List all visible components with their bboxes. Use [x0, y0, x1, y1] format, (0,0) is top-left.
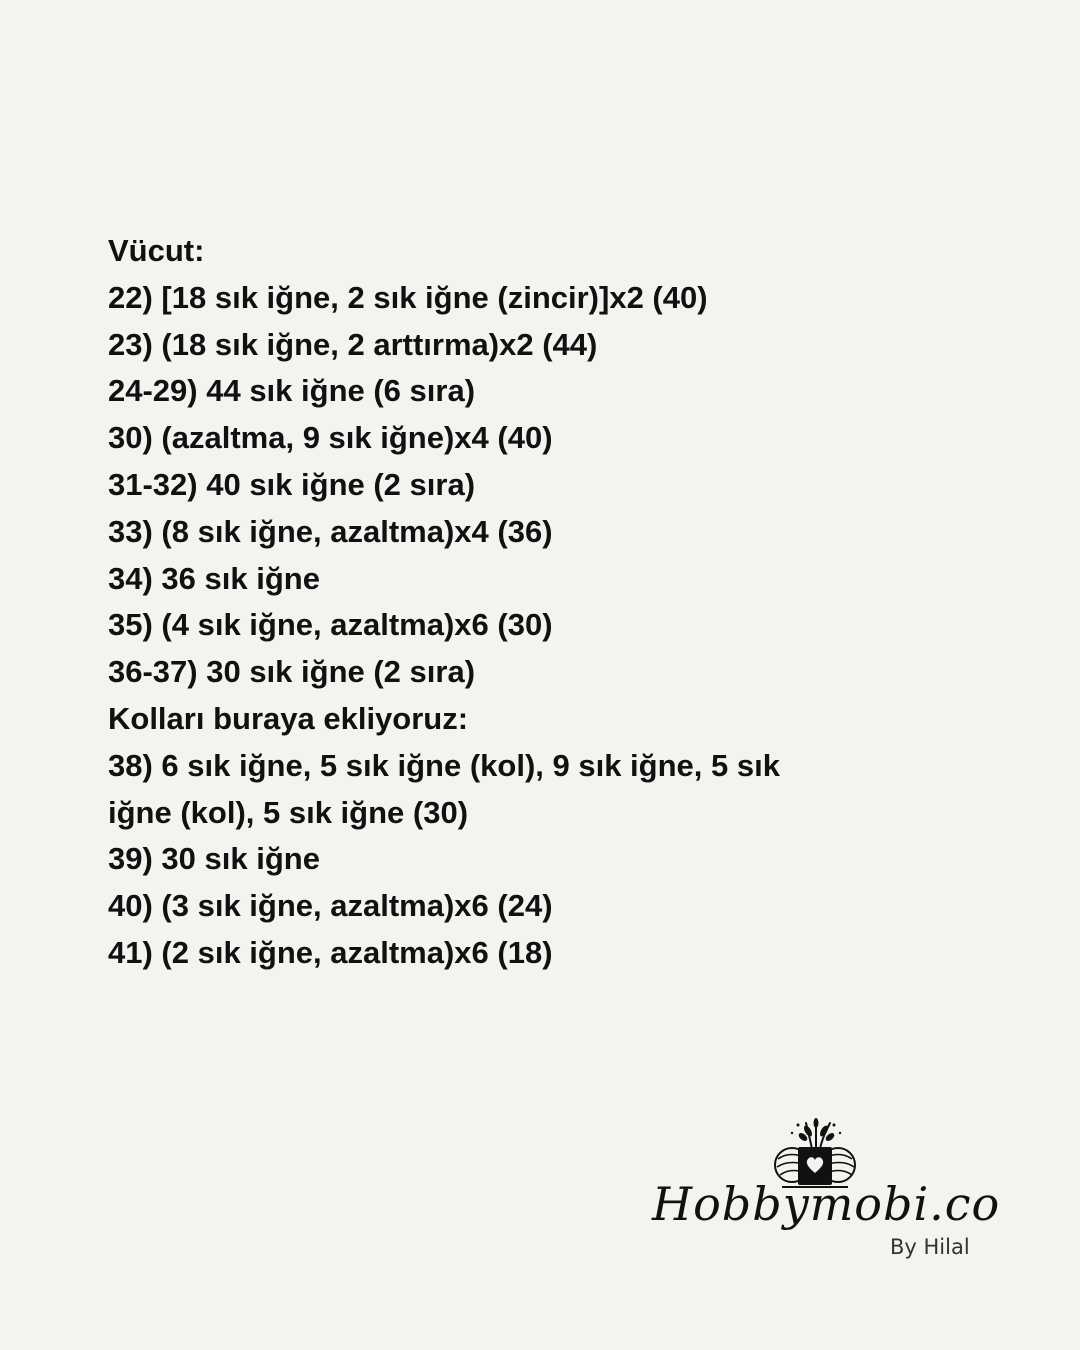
pattern-row-continued: iğne (kol), 5 sık iğne (30): [108, 794, 469, 830]
pattern-row: 23) (18 sık iğne, 2 arttırma)x2 (44): [108, 326, 598, 362]
pattern-row: 35) (4 sık iğne, azaltma)x6 (30): [108, 607, 553, 643]
pattern-row: 22) [18 sık iğne, 2 sık iğne (zincir)]x2 (40): [108, 279, 708, 315]
pattern-row: 39) 30 sık iğne: [108, 841, 320, 877]
brand-name: Hobbymobi.co: [652, 1177, 1001, 1231]
pattern-row: 34) 36 sık iğne: [108, 560, 320, 596]
pattern-row: 33) (8 sık iğne, azaltma)x4 (36): [108, 513, 553, 549]
pattern-row: 40) (3 sık iğne, azaltma)x6 (24): [108, 888, 553, 924]
section-heading-body: Vücut:: [108, 233, 205, 268]
pattern-row: 38) 6 sık iğne, 5 sık iğne (kol), 9 sık iğne, 5 sık: [108, 747, 780, 783]
pattern-row: 41) (2 sık iğne, azaltma)x6 (18): [108, 934, 553, 970]
brand-byline: By Hilal: [890, 1235, 970, 1259]
pattern-row: 31-32) 40 sık iğne (2 sıra): [108, 466, 476, 502]
brand-logo: [640, 1115, 1001, 1275]
pattern-row: 24-29) 44 sık iğne (6 sıra): [108, 373, 476, 409]
pattern-row: 30) (azaltma, 9 sık iğne)x4 (40): [108, 420, 553, 456]
pattern-row: 36-37) 30 sık iğne (2 sıra): [108, 654, 476, 690]
pattern-instructions: [108, 228, 908, 977]
section-heading-arms: Kolları buraya ekliyoruz:: [108, 700, 469, 736]
